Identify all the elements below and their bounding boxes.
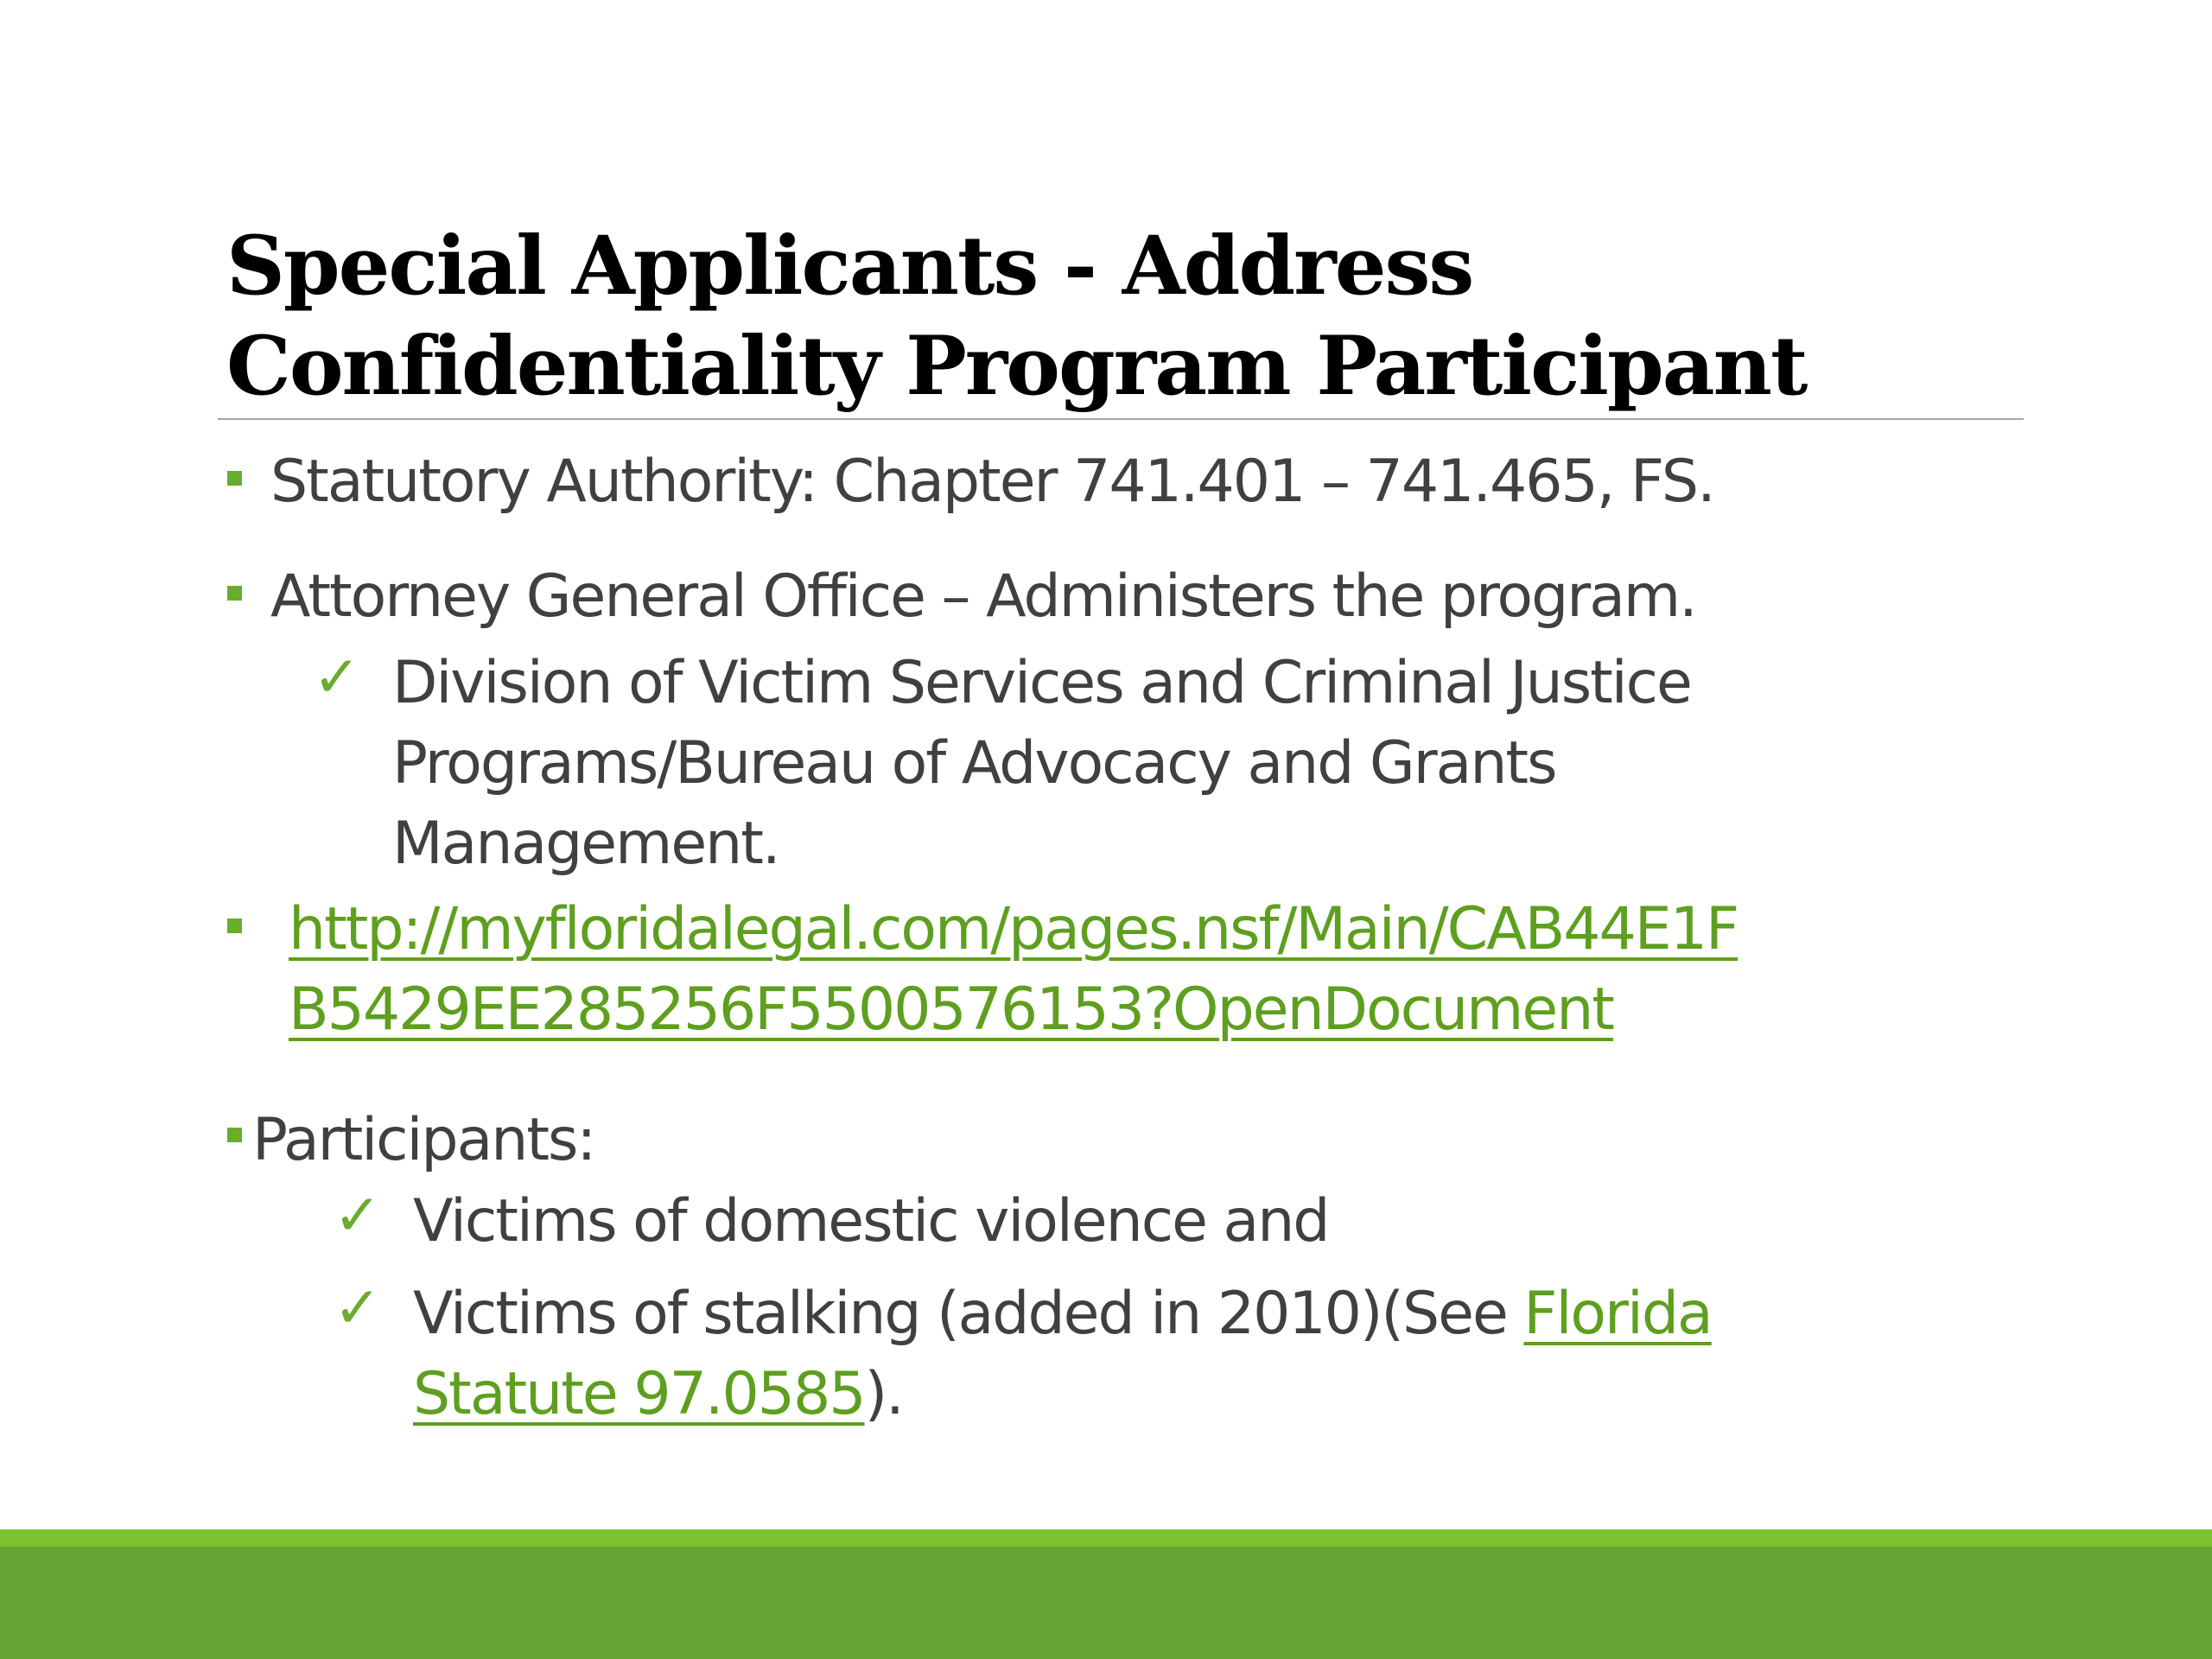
sub-bullet-division-line-2: Programs/Bureau of Advocacy and Grants bbox=[392, 729, 1556, 798]
slide-title-line-1: Special Applicants - Address bbox=[226, 219, 1473, 314]
bullet-participants: Participants: bbox=[252, 1106, 595, 1174]
footer-band-light bbox=[0, 1529, 2212, 1547]
florida-statute-link[interactable]: Florida bbox=[1523, 1280, 1712, 1348]
footer-band bbox=[0, 1547, 2212, 1659]
program-url-line-1[interactable]: http://myfloridalegal.com/pages.nsf/Main/CAB44E1F bbox=[289, 895, 1738, 963]
square-bullet-icon bbox=[227, 471, 242, 486]
checkmark-icon: ✓ bbox=[334, 1182, 382, 1249]
stalking-suffix: ). bbox=[864, 1360, 903, 1428]
sub-bullet-division-line-1: Division of Victim Services and Criminal Justice bbox=[392, 649, 1691, 717]
sub-bullet-stalking-line-1 bbox=[413, 1274, 1712, 1354]
program-url-link-continued[interactable] bbox=[289, 969, 1613, 1050]
checkmark-icon: ✓ bbox=[334, 1274, 382, 1341]
bullet-attorney-general: Attorney General Office – Administers the program. bbox=[270, 563, 1696, 631]
square-bullet-icon bbox=[227, 918, 242, 933]
checkmark-icon: ✓ bbox=[313, 644, 361, 710]
bullet-statutory-authority: Statutory Authority: Chapter 741.401 – 741.465, FS. bbox=[270, 448, 1714, 516]
sub-bullet-division-line-3: Management. bbox=[392, 810, 779, 878]
sub-bullet-stalking-line-2 bbox=[413, 1354, 903, 1434]
program-url-link[interactable] bbox=[289, 889, 1738, 969]
square-bullet-icon bbox=[227, 586, 242, 601]
program-url-line-2[interactable]: B5429EE285256F5500576153?OpenDocument bbox=[289, 976, 1613, 1044]
slide-title-line-2: Confidentiality Program Participant bbox=[226, 319, 1807, 414]
florida-statute-link-continued[interactable]: Statute 97.0585 bbox=[413, 1360, 865, 1428]
sub-bullet-domestic-violence: Victims of domestic violence and bbox=[413, 1187, 1329, 1255]
stalking-text: Victims of stalking (added in 2010)(See bbox=[413, 1280, 1524, 1348]
square-bullet-icon bbox=[227, 1128, 242, 1142]
